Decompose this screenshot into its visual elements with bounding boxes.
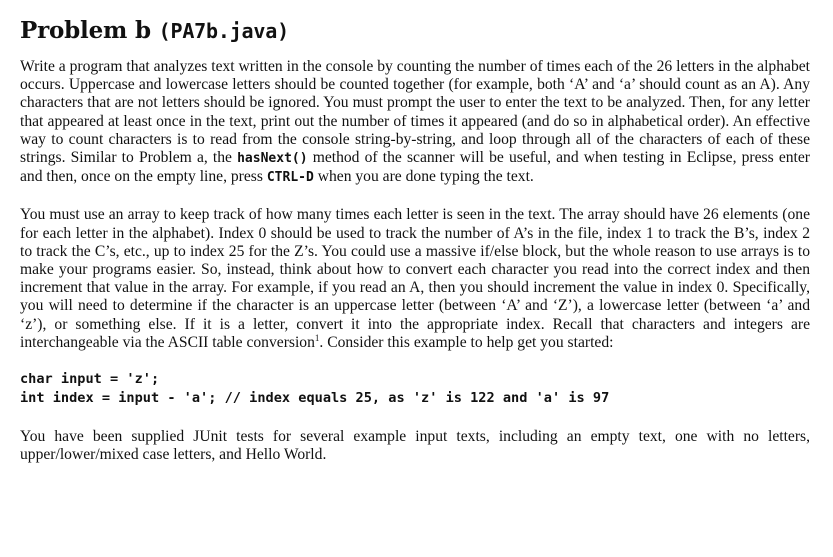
paragraph-array-instructions [20,206,810,352]
code-example-block [20,370,810,408]
paragraph-text: Write a program that analyzes text written in the console by counting the number of times each of the 26 letters in the alphabet occurs. Uppercase and lowercase letters should be counted together (for example, both ‘A’ and ‘a’ should count as an A). Any characters that are not letters should be ignored. You must prompt the user to enter the text to be analyzed. Then, for any letter that appeared at least once in the text, print out the number of times it appeared (and do so in alphabetical order). An effective way to count characters is to read from the console string-by-string, and loop through all of the characters of each of these strings. Similar to Problem a, the [20,58,810,167]
paragraph-text: You have been supplied JUnit tests for several example input texts, including an empty text, one with no letters, upper/lower/mixed case letters, and Hello World. [20,428,810,464]
inline-code-hasnext: hasNext() [237,151,308,167]
paragraph-junit-tests [20,428,810,464]
title-text: Problem b [20,17,151,44]
paragraph-text: method of the scanner will be useful, and when testing in Eclipse, press enter and then, once on the empty line, press [20,149,810,186]
footnote-marker: 1 [314,332,320,343]
code-line: char input = 'z'; [20,371,160,388]
title-filename: (PA7b.java) [158,19,289,43]
paragraph-text: You must use an array to keep track of how many times each letter is seen in the text. The array should have 26 elements (one for each letter in the alphabet). Index 0 should be used to track the number of A’s in the file, index 1 to track the B’s, index 2 to track the C’s, etc., up to index 25 for the Z’s. You could use a massive if/else block, but the whole reason to use arrays is to make your programs easier. So, instead, think about how to convert each character you read into the correct index and then increment that value in the array. For example, if you read an A, then you should increment the value in index 0. Specifically, you will need to determine if the character is an uppercase letter (between ‘A’ and ‘Z’), a lowercase letter (between ‘a’ and ‘z’), or something else. If it is a letter, convert it into the appropriate index. Recall that characters and integers are interchangeable via the ASCII table conversion [20,206,810,351]
paragraph-text: . Consider this example to help get you started: [319,333,614,351]
inline-code-ctrl-d: CTRL-D [266,170,314,186]
paragraph-program-description [20,58,810,187]
page-title [20,16,810,46]
paragraph-text: when you are done typing the text. [313,168,534,186]
code-line: int index = input - 'a'; // index equals 25, as 'z' is 122 and 'a' is 97 [20,390,610,407]
document-page [20,16,810,464]
